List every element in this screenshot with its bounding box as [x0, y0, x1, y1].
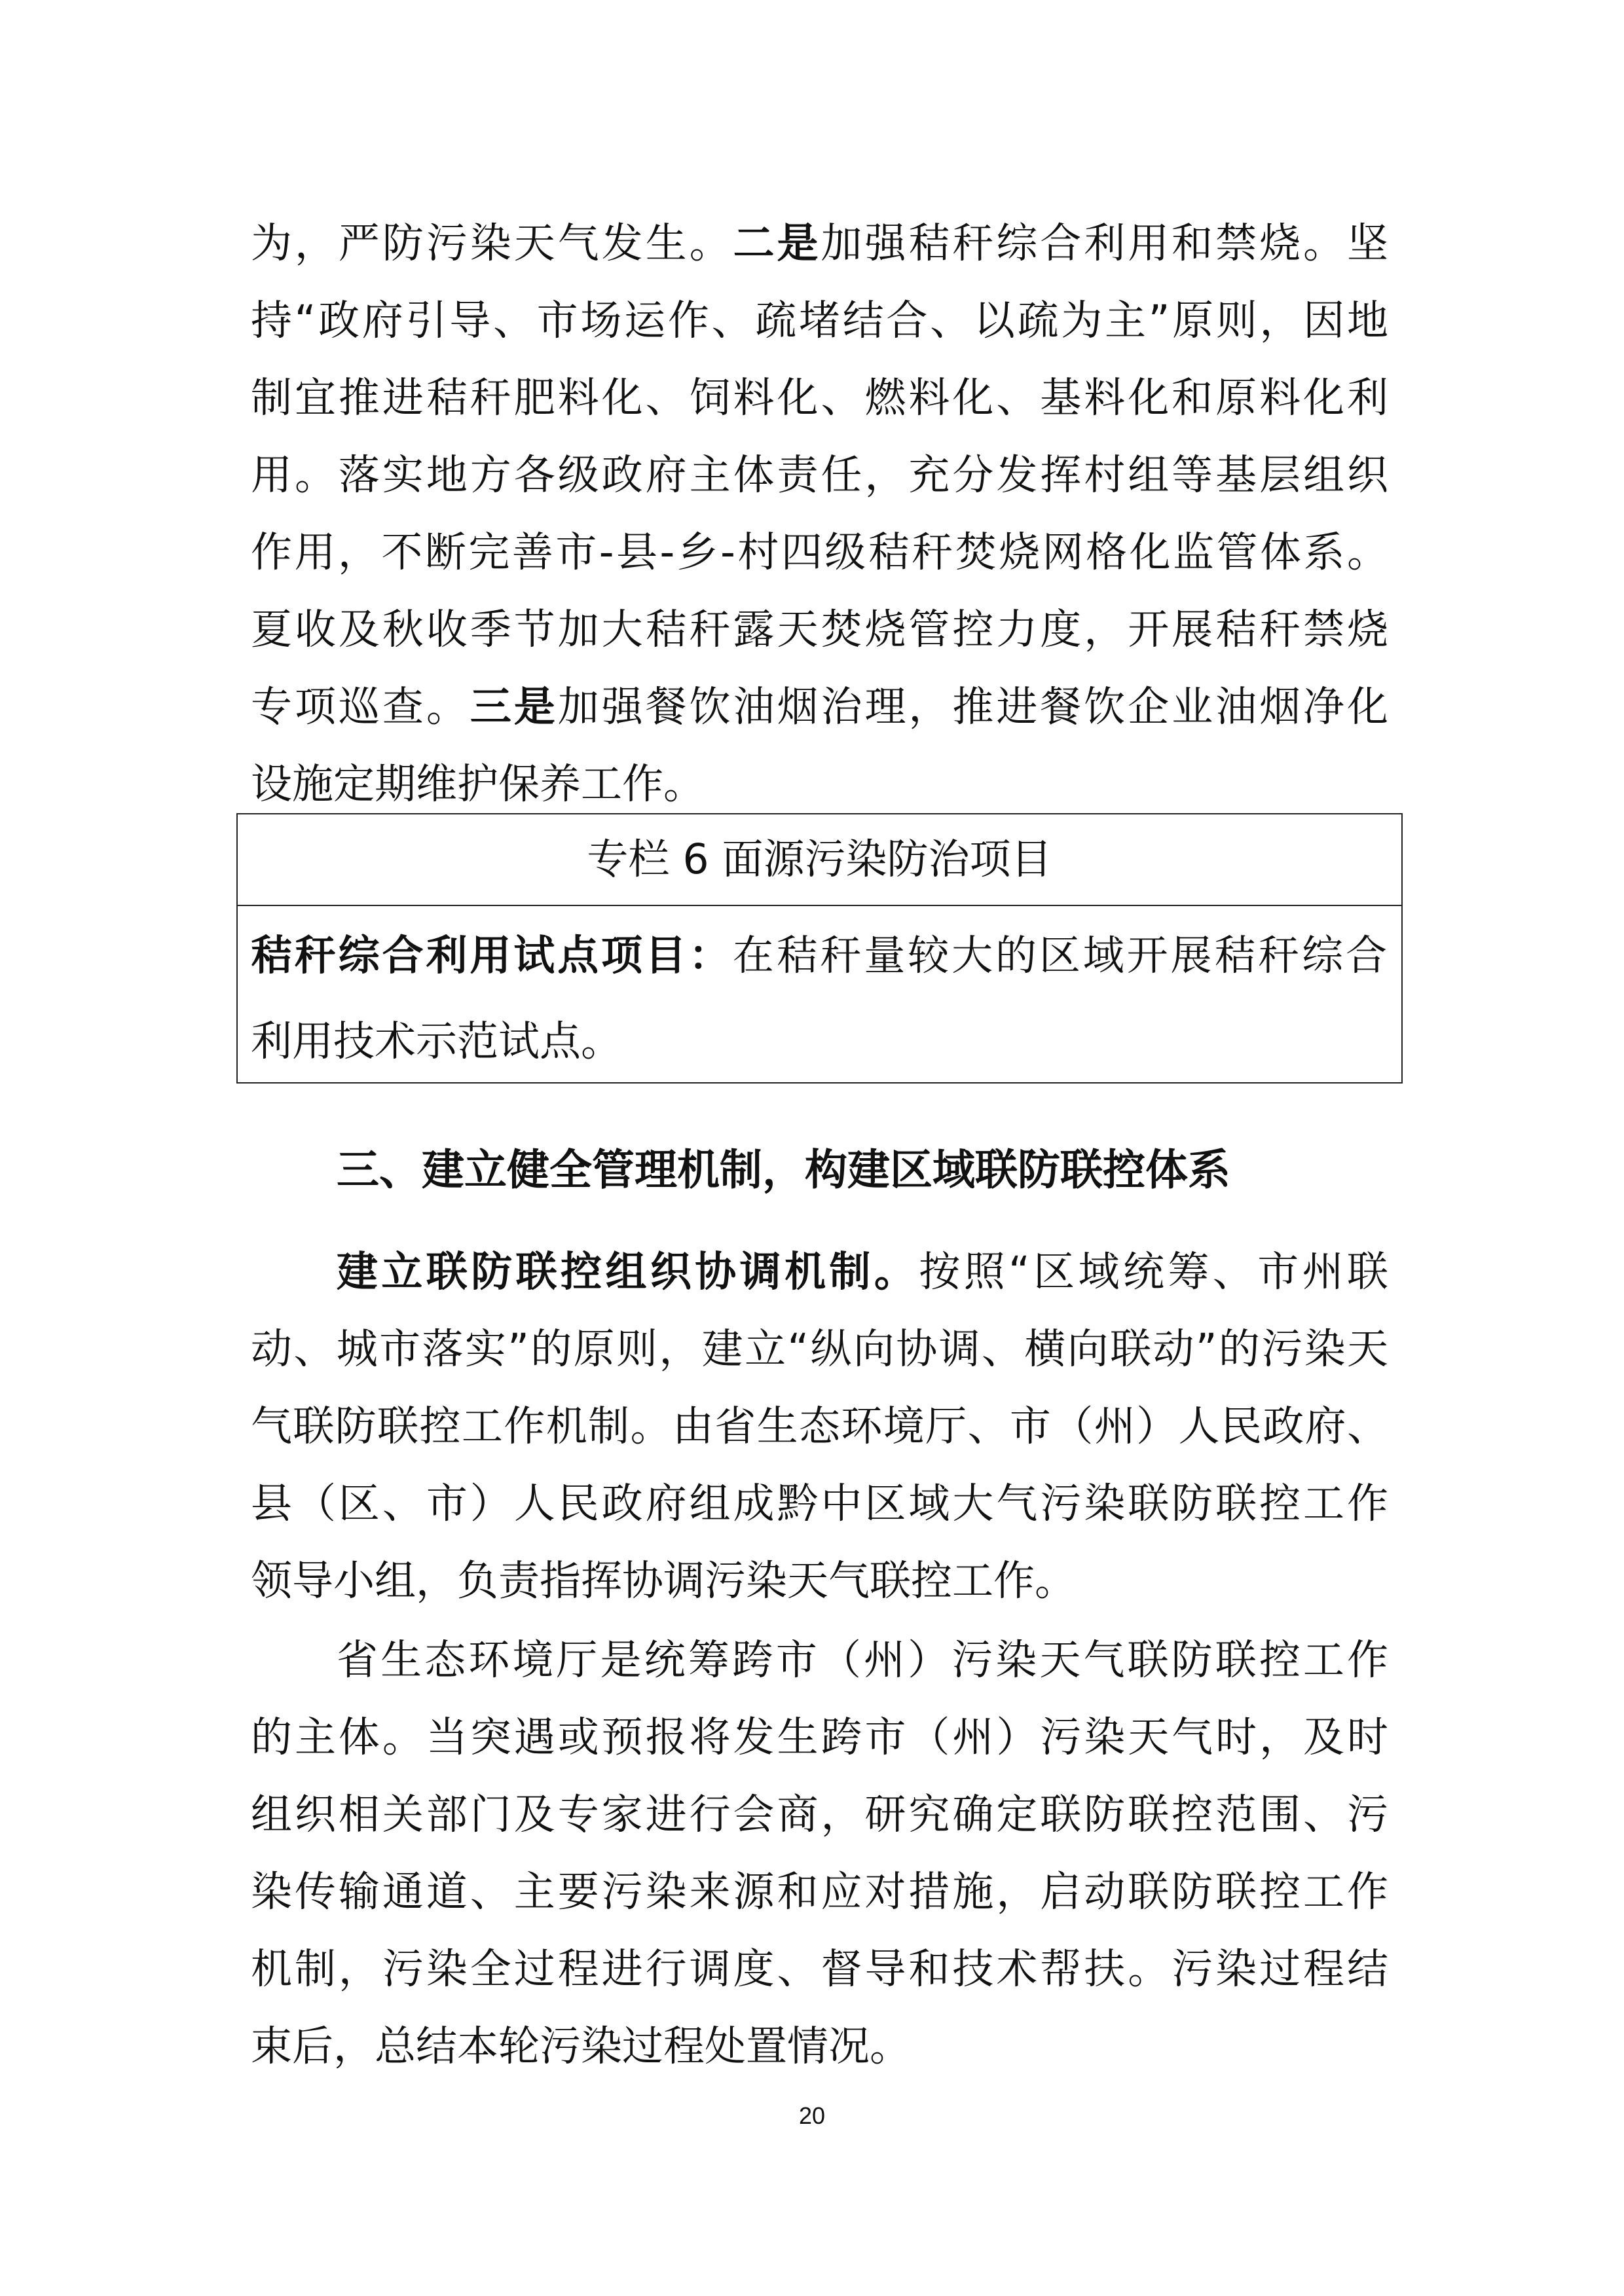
paragraph-straw-burning	[251, 205, 1388, 823]
text-segment: 持“政府引导、市场运作、疏堵结合、以疏为主”原则，因地	[251, 297, 1388, 344]
text-segment: 县（区、市）人民政府组成黔中区域大气污染联防联控工作	[251, 1480, 1388, 1527]
text-segment: 的主体。当突遇或预报将发生跨市（州）污染天气时，及时	[251, 1713, 1388, 1761]
text-line	[251, 913, 1387, 998]
text-line	[251, 668, 1388, 746]
text-line	[251, 1622, 1388, 1699]
text-segment: 机制，污染全过程进行调度、督导和技术帮扶。污染过程结	[251, 1945, 1388, 1993]
section-heading: 三、建立健全管理机制，构建区域联防联控体系	[337, 1146, 1231, 1195]
column-box-title: 专栏 6 面源污染防治项目	[238, 814, 1401, 906]
text-line	[251, 1542, 1388, 1620]
column-box-6	[236, 813, 1403, 1084]
text-segment: 组织相关部门及专家进行会商，研究确定联防联控范围、污	[251, 1791, 1388, 1838]
text-line	[251, 591, 1388, 668]
text-line	[251, 514, 1388, 591]
bold-lead-text: 二是	[733, 219, 821, 267]
text-line	[251, 1388, 1388, 1465]
text-line	[251, 1465, 1388, 1542]
text-segment: 制宜推进秸秆肥料化、饲料化、燃料化、基料化和原料化利	[251, 374, 1388, 422]
paragraph-provincial-role	[251, 1622, 1388, 2085]
text-segment: 动、城市落实”的原则，建立“纵向协调、横向联动”的污染天	[251, 1325, 1388, 1373]
text-segment: 按照“区域统筹、市州联	[919, 1248, 1389, 1296]
text-segment: 省生态环境厅是统筹跨市（州）污染天气联防联控工作	[337, 1636, 1388, 1684]
text-segment: 利用技术示范试点。	[251, 1017, 622, 1065]
text-line	[251, 1853, 1388, 1931]
text-segment: 用。落实地方各级政府主体责任，充分发挥村组等基层组织	[251, 451, 1388, 499]
text-line	[251, 1931, 1388, 2008]
bold-lead-text: 三是	[470, 683, 558, 731]
column-box-body	[251, 913, 1387, 1084]
text-segment: 在秸秆量较大的区域开展秸秆综合	[732, 932, 1388, 979]
text-line	[251, 282, 1388, 359]
text-line	[251, 437, 1388, 514]
text-line	[251, 1699, 1388, 1776]
text-segment: 设施定期维护保养工作。	[251, 760, 705, 808]
text-segment: 专项巡查。	[251, 683, 470, 731]
text-line	[251, 359, 1388, 437]
paragraph-coordination-mechanism	[251, 1233, 1388, 1620]
bold-lead-text: 建立联防联控组织协调机制。	[337, 1248, 919, 1296]
text-segment: 束后，总结本轮污染过程处置情况。	[251, 2022, 911, 2070]
text-line	[251, 205, 1388, 282]
text-line	[251, 2008, 1388, 2085]
text-line	[251, 1233, 1388, 1311]
text-segment: 领导小组，负责指挥协调污染天气联控工作。	[251, 1557, 1076, 1605]
text-line	[251, 1776, 1388, 1853]
bold-lead-text: 秸秆综合利用试点项目：	[251, 932, 733, 979]
text-segment: 气联防联控工作机制。由省生态环境厅、市（州）人民政府、	[251, 1402, 1388, 1450]
text-segment: 作用，不断完善市-县-乡-村四级秸秆焚烧网格化监管体系。	[251, 528, 1388, 576]
text-segment: 夏收及秋收季节加大秸秆露天焚烧管控力度，开展秸秆禁烧	[251, 606, 1388, 653]
text-segment: 为，严防污染天气发生。	[251, 219, 733, 267]
text-line	[251, 746, 1388, 823]
text-line	[251, 998, 1387, 1084]
text-segment: 加强秸秆综合利用和禁烧。坚	[821, 219, 1389, 267]
text-segment: 加强餐饮油烟治理，推进餐饮企业油烟净化	[557, 683, 1389, 731]
text-line	[251, 1311, 1388, 1388]
text-segment: 染传输通道、主要污染来源和应对措施，启动联防联控工作	[251, 1868, 1388, 1916]
page-number: 20	[798, 2102, 826, 2129]
